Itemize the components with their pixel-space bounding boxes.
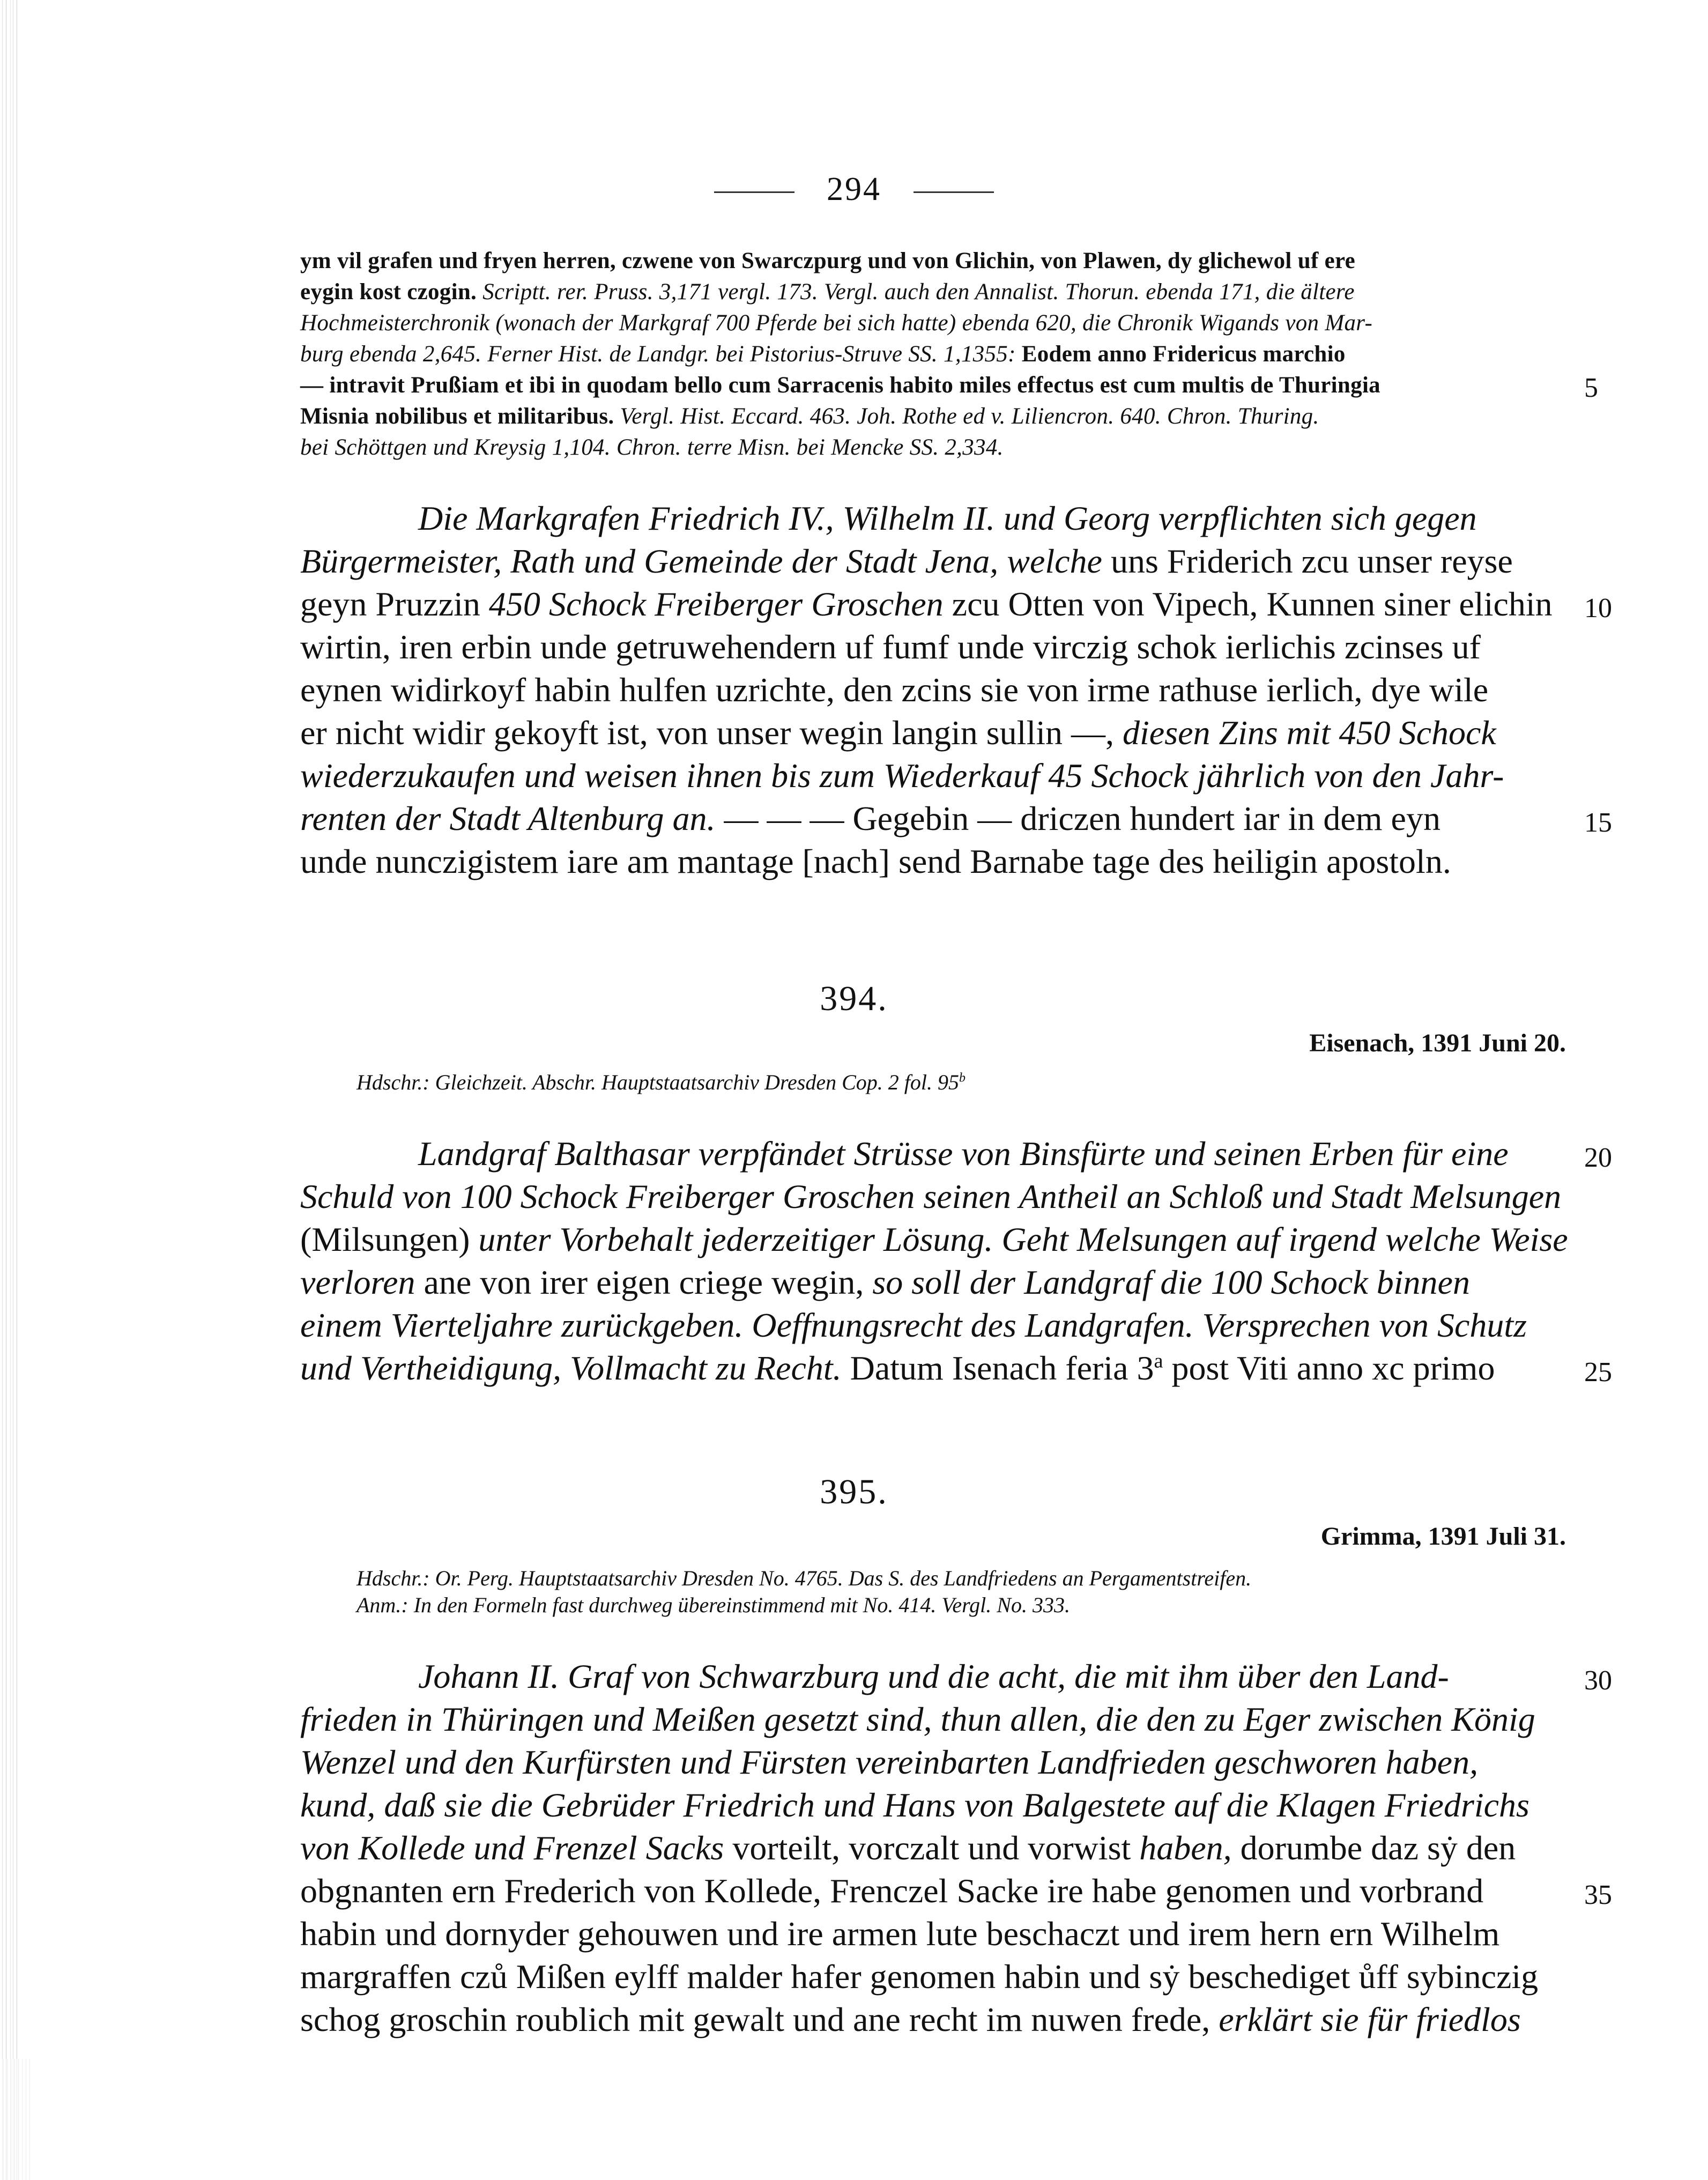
doc394-number: 394.	[820, 979, 888, 1018]
doc394-place-date: Eisenach, 1391 Juni 20.	[1309, 1029, 1566, 1057]
doc395-line-5: von Kollede und Frenzel Sacks vorteilt, vorczalt und vorwist haben, dorumbe daz sẏ den	[300, 1829, 1516, 1867]
doc395-line-1: Johann II. Graf von Schwarzburg und die acht, die mit ihm über den Land-	[418, 1657, 1449, 1695]
footnote-line-2: eygin kost czogin. Scriptt. rer. Pruss. 3,171 vergl. 173. Vergl. auch den Annalist. Thorun. ebenda 171, die ältere	[300, 279, 1355, 305]
footnote-line-5: — intravit Prußiam et ibi in quodam bello cum Sarracenis habito miles effectus est cum multis de Thuringia	[300, 373, 1380, 398]
line-number-15: 15	[1584, 807, 1612, 838]
page-number-rule-right	[914, 191, 994, 193]
line-number-10: 10	[1584, 593, 1612, 624]
doc393-line-8: renten der Stadt Altenburg an. — — — Gegebin — driczen hundert iar in dem eyn	[300, 799, 1440, 837]
doc393-line-7: wiederzukaufen und weisen ihnen bis zum Wiederkauf 45 Schock jährlich von den Jahr-	[300, 757, 1504, 795]
doc393-line-2: Bürgermeister, Rath und Gemeinde der Stadt Jena, welche uns Friderich zcu unser reyse	[300, 542, 1513, 580]
footnote-line-3: Hochmeisterchronik (wonach der Markgraf 700 Pferde bei sich hatte) ebenda 620, die Chronik Wigands von Mar-	[300, 310, 1373, 336]
doc393-line-9: unde nunczigistem iare am mantage [nach] send Barnabe tage des heiligin apostoln.	[300, 842, 1451, 880]
line-number-25: 25	[1584, 1357, 1612, 1388]
line-number-20: 20	[1584, 1143, 1612, 1173]
footnote-line-6: Misnia nobilibus et militaribus. Vergl. Hist. Eccard. 463. Joh. Rothe ed v. Liliencron. 640. Chron. Thuring.	[300, 404, 1319, 429]
scan-edge-bottom	[0, 2059, 32, 2180]
doc394-line-5: einem Vierteljahre zurückgeben. Oeffnungsrecht des Landgrafen. Versprechen von Schutz	[300, 1306, 1527, 1344]
line-number-35: 35	[1584, 1880, 1612, 1910]
doc393-line-3: geyn Pruzzin 450 Schock Freiberger Groschen zcu Otten von Vipech, Kunnen siner elichin	[300, 585, 1553, 623]
doc394-line-6: und Vertheidigung, Vollmacht zu Recht. Datum Isenach feria 3$^a$ post Viti anno xc primo	[300, 1349, 1495, 1387]
doc393-line-5: eynen widirkoyf habin hulfen uzrichte, den zcins sie von irme rathuse ierlich, dye wile	[300, 671, 1489, 709]
page-number-text: 294	[827, 171, 881, 207]
doc394-line-3: (Milsungen) unter Vorbehalt jederzeitiger Lösung. Geht Melsungen auf irgend welche Weise	[300, 1220, 1568, 1258]
line-number-5: 5	[1584, 373, 1598, 403]
footnote-line-7: bei Schöttgen und Kreysig 1,104. Chron. terre Misn. bei Mencke SS. 2,334.	[300, 435, 1004, 460]
doc393-line-6: er nicht widir gekoyft ist, von unser wegin langin sullin —, diesen Zins mit 450 Schock	[300, 714, 1496, 752]
line-number-30: 30	[1584, 1665, 1612, 1696]
doc393-line-1: Die Markgrafen Friedrich IV., Wilhelm II. und Georg verpflichten sich gegen	[418, 499, 1477, 537]
doc395-remark: Anm.: In den Formeln fast durchweg übereinstimmend mit No. 414. Vergl. No. 333.	[357, 1593, 1070, 1617]
page-number-rule-left	[714, 191, 794, 193]
doc394-line-2: Schuld von 100 Schock Freiberger Groschen seinen Antheil an Schloß und Stadt Melsungen	[300, 1177, 1562, 1215]
doc395-manuscript-note: Hdschr.: Or. Perg. Hauptstaatsarchiv Dresden No. 4765. Das S. des Landfriedens an Pergamentstreifen.	[357, 1566, 1252, 1590]
footnote-line-4: burg ebenda 2,645. Ferner Hist. de Landgr. bei Pistorius-Struve SS. 1,1355: Eodem anno Fridericus marchio	[300, 342, 1346, 367]
doc394-manuscript-note: Hdschr.: Gleichzeit. Abschr. Hauptstaatsarchiv Dresden Cop. 2 fol. 95$^b$	[357, 1070, 966, 1094]
doc394-line-4: verloren ane von irer eigen criege wegin, so soll der Landgraf die 100 Schock binnen	[300, 1263, 1470, 1301]
doc395-place-date: Grimma, 1391 Juli 31.	[1320, 1522, 1566, 1551]
doc395-line-6: obgnanten ern Frederich von Kollede, Frenczel Sacke ire habe genomen und vorbrand	[300, 1872, 1484, 1910]
doc395-line-4: kund, daß sie die Gebrüder Friedrich und Hans von Balgestete auf die Klagen Friedrichs	[300, 1786, 1529, 1824]
doc395-line-7: habin und dornyder gehouwen und ire armen lute beschaczt und irem hern ern Wilhelm	[300, 1915, 1500, 1953]
footnote-line-1: ym vil grafen und fryen herren, czwene von Swarczpurg und von Glichin, von Plawen, dy glichewol uf ere	[300, 248, 1355, 273]
doc395-line-8: margraffen czů Mißen eylff malder hafer genomen habin und sẏ beschediget ůff sybinczig	[300, 1957, 1539, 1996]
scan-edge	[0, 0, 18, 2180]
doc395-number: 395.	[820, 1472, 888, 1511]
doc395-line-2: frieden in Thüringen und Meißen gesetzt sind, thun allen, die den zu Eger zwischen König	[300, 1700, 1535, 1738]
doc395-line-9: schog groschin roublich mit gewalt und ane recht im nuwen frede, erklärt sie für friedlos	[300, 2000, 1521, 2038]
page-number	[0, 170, 1708, 209]
doc395-line-3: Wenzel und den Kurfürsten und Fürsten vereinbarten Landfrieden geschworen haben,	[300, 1743, 1479, 1781]
doc393-line-4: wirtin, iren erbin unde getruwehendern uf fumf unde virczig schok ierlichis zcinses uf	[300, 628, 1481, 666]
doc394-line-1: Landgraf Balthasar verpfändet Strüsse von Binsfürte und seinen Erben für eine	[418, 1135, 1509, 1173]
